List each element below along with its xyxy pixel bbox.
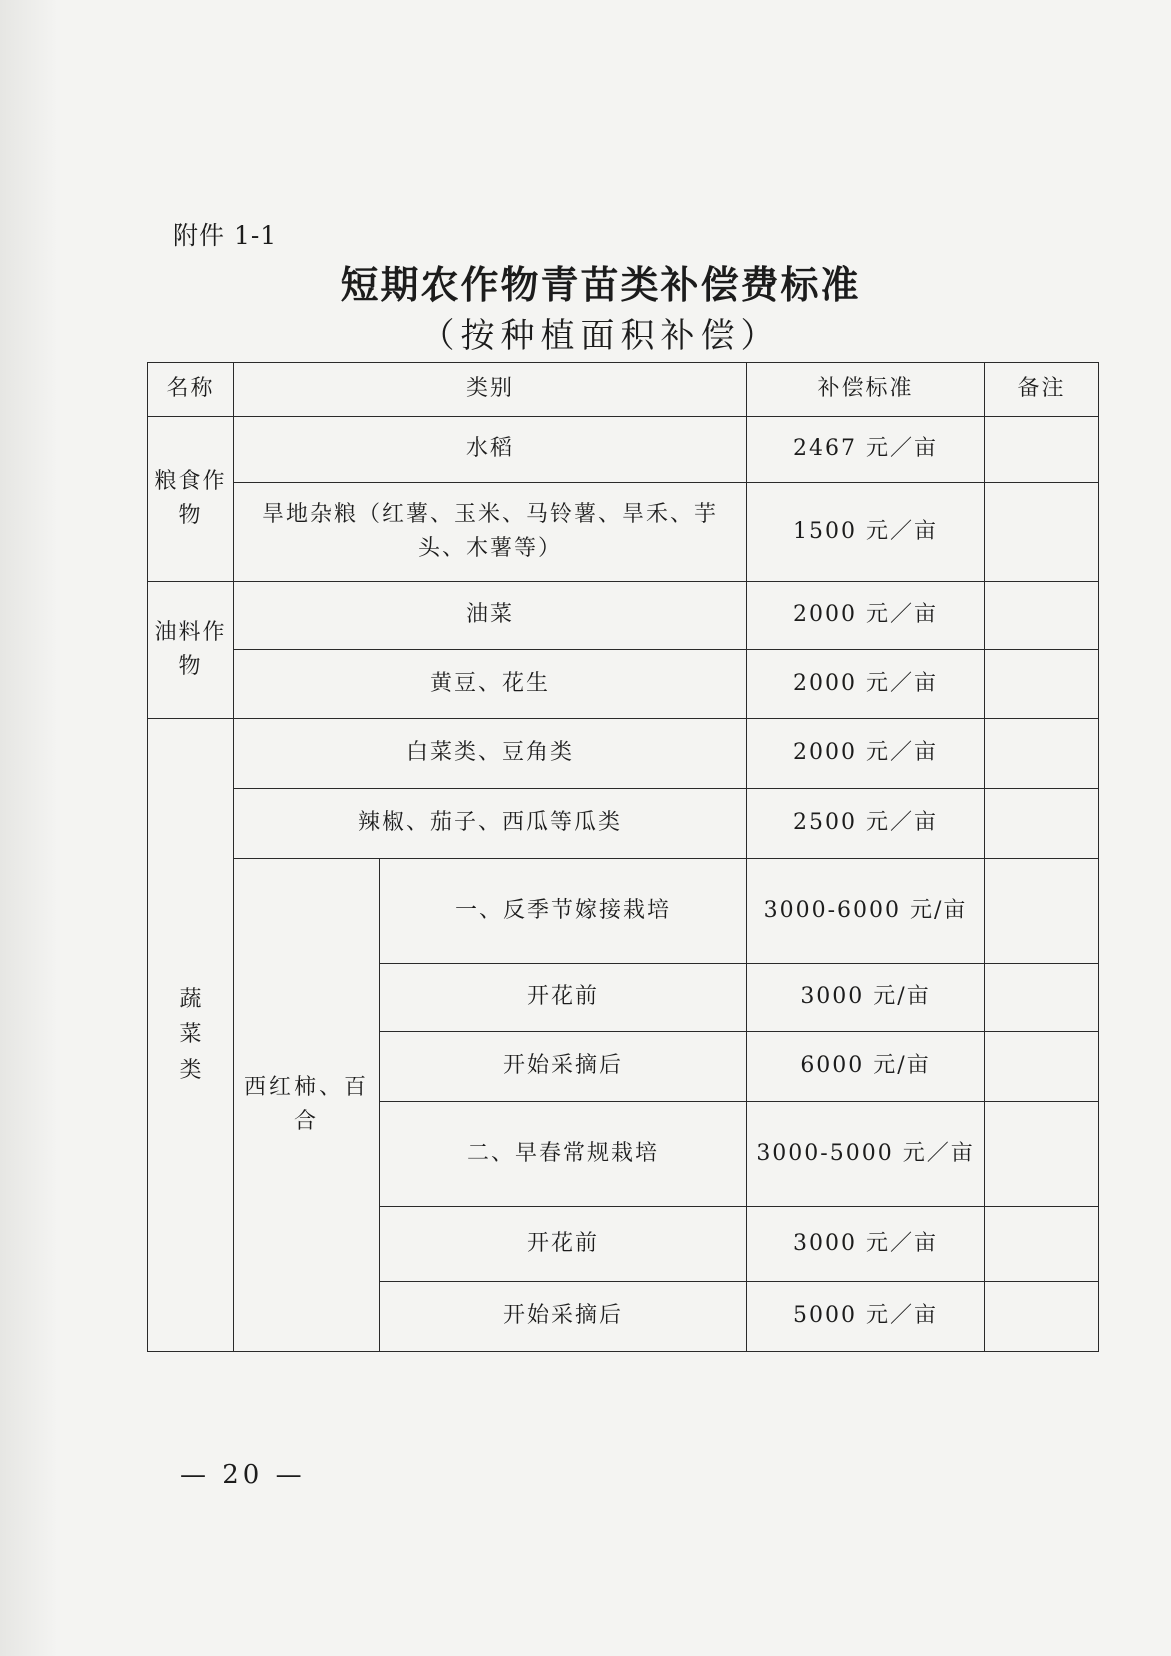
category-cell: 开花前 [380, 1207, 747, 1282]
remark-cell [985, 1032, 1099, 1102]
remark-cell [985, 1102, 1099, 1207]
standard-cell: 2500 元／亩 [747, 789, 985, 859]
table-row [148, 483, 1099, 582]
category-cell: 一、反季节嫁接栽培 [380, 859, 747, 964]
subgroup-name-tomato: 西红柿、百合 [234, 859, 380, 1352]
standard-cell: 6000 元/亩 [747, 1032, 985, 1102]
category-cell: 开始采摘后 [380, 1282, 747, 1352]
header-standard: 补偿标准 [747, 363, 985, 417]
table-row [148, 859, 1099, 964]
standard-cell: 3000-6000 元/亩 [747, 859, 985, 964]
standard-cell: 2000 元／亩 [747, 719, 985, 789]
table-header-row [148, 363, 1099, 417]
standard-cell: 1500 元／亩 [747, 483, 985, 582]
standard-cell: 3000 元/亩 [747, 964, 985, 1032]
standard-cell: 2000 元／亩 [747, 650, 985, 719]
category-cell: 白菜类、豆角类 [234, 719, 747, 789]
table-row [148, 719, 1099, 789]
category-cell: 油菜 [234, 582, 747, 650]
remark-cell [985, 789, 1099, 859]
group-name-vegetable-text: 蔬菜类 [179, 987, 204, 1083]
standard-cell: 3000-5000 元／亩 [747, 1102, 985, 1207]
table-row [148, 789, 1099, 859]
remark-cell [985, 719, 1099, 789]
standard-cell: 2000 元／亩 [747, 582, 985, 650]
table-row [148, 417, 1099, 483]
compensation-table [147, 362, 1099, 1352]
group-name-oil: 油料作物 [148, 582, 234, 719]
header-remark: 备注 [985, 363, 1099, 417]
category-cell: 辣椒、茄子、西瓜等瓜类 [234, 789, 747, 859]
category-cell: 二、早春常规栽培 [380, 1102, 747, 1207]
remark-cell [985, 859, 1099, 964]
group-name-vegetable [148, 719, 234, 1352]
remark-cell [985, 483, 1099, 582]
category-cell: 开始采摘后 [380, 1032, 747, 1102]
standard-cell: 2467 元／亩 [747, 417, 985, 483]
group-name-grain: 粮食作物 [148, 417, 234, 582]
page-number: — 20 — [180, 1460, 306, 1490]
remark-cell [985, 1207, 1099, 1282]
category-cell: 黄豆、花生 [234, 650, 747, 719]
scan-page-edge [0, 0, 58, 1656]
category-cell: 水稻 [234, 417, 747, 483]
table-row [148, 650, 1099, 719]
remark-cell [985, 964, 1099, 1032]
standard-cell: 5000 元／亩 [747, 1282, 985, 1352]
remark-cell [985, 1282, 1099, 1352]
table-row [148, 582, 1099, 650]
standard-cell: 3000 元／亩 [747, 1207, 985, 1282]
remark-cell [985, 417, 1099, 483]
document-title: 短期农作物青苗类补偿费标准 [340, 262, 861, 307]
remark-cell [985, 582, 1099, 650]
header-name: 名称 [148, 363, 234, 417]
category-cell: 开花前 [380, 964, 747, 1032]
document-subtitle: （按种植面积补偿） [420, 316, 781, 356]
remark-cell [985, 650, 1099, 719]
header-category: 类别 [234, 363, 747, 417]
category-cell: 旱地杂粮（红薯、玉米、马铃薯、旱禾、芋头、木薯等） [234, 483, 747, 582]
attachment-label: 附件 1-1 [173, 221, 278, 250]
